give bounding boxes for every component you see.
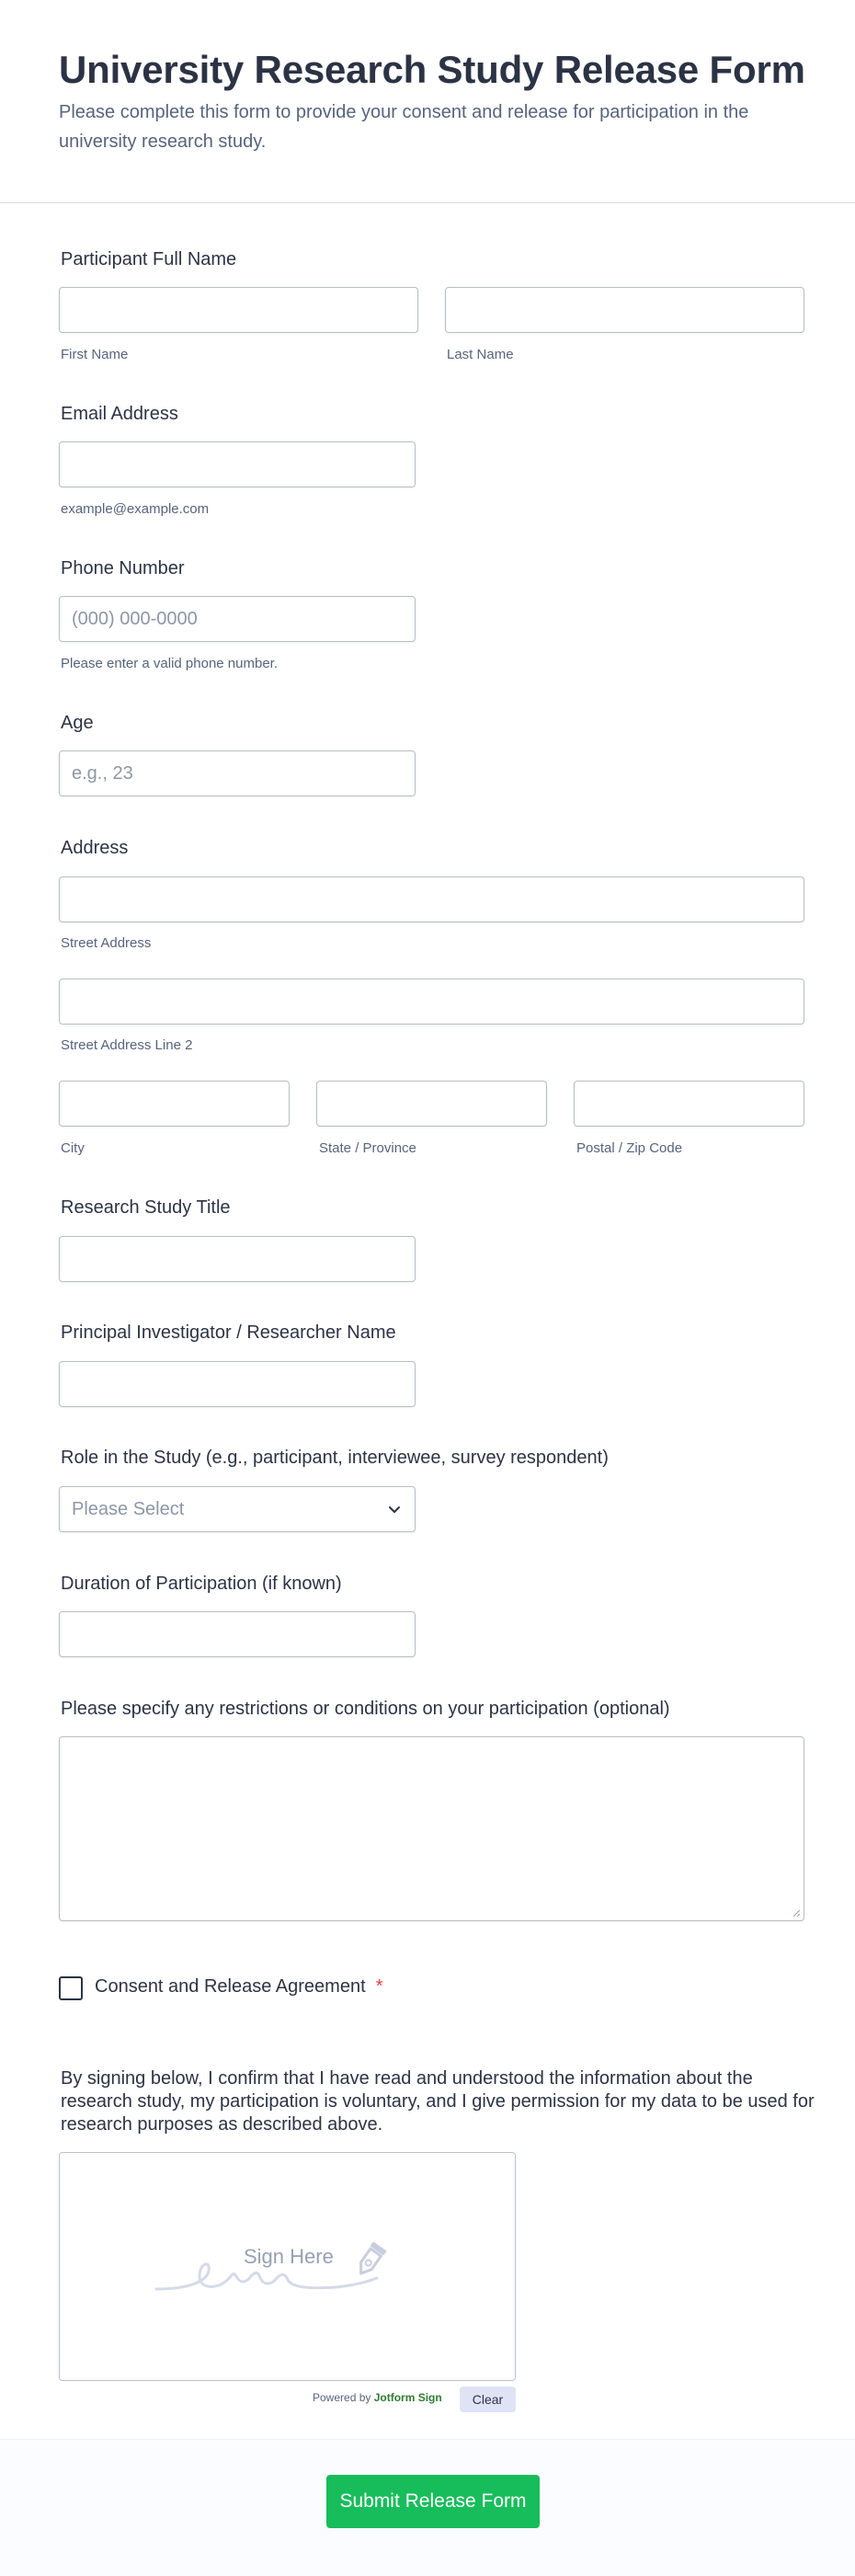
duration-label: Duration of Participation (if known) (61, 1574, 342, 1594)
form-header (0, 0, 855, 203)
required-mark: * (375, 1976, 383, 1997)
state-province-sublabel: State / Province (319, 1140, 416, 1156)
sign-here-text: Sign Here (244, 2245, 334, 2268)
study-title-input[interactable] (59, 1236, 416, 1282)
consent-label-text: Consent and Release Agreement (95, 1976, 366, 1997)
street-address-sublabel: Street Address (61, 935, 152, 951)
last-name-input[interactable] (445, 287, 804, 333)
first-name-input[interactable] (59, 287, 418, 333)
city-sublabel: City (61, 1140, 85, 1156)
age-label: Age (61, 713, 94, 733)
street-address-input[interactable] (59, 876, 804, 922)
role-select[interactable] (59, 1486, 416, 1532)
city-input[interactable] (59, 1081, 290, 1127)
age-input[interactable] (59, 750, 416, 796)
powered-prefix: Powered by (313, 2391, 371, 2404)
submit-button[interactable]: Submit Release Form (326, 2475, 540, 2528)
full-name-label: Participant Full Name (61, 249, 237, 269)
powered-brand[interactable]: Jotform Sign (373, 2391, 442, 2404)
consent-checkbox[interactable] (59, 1976, 83, 2000)
first-name-sublabel: First Name (61, 347, 129, 362)
duration-input[interactable] (59, 1611, 416, 1657)
form-description: Please complete this form to provide your consent and release for participation in the university research study. (59, 102, 749, 152)
clear-signature-button[interactable]: Clear (460, 2387, 516, 2412)
postal-code-sublabel: Postal / Zip Code (576, 1140, 683, 1156)
phone-sublabel: Please enter a valid phone number. (61, 656, 278, 671)
phone-input[interactable] (59, 596, 416, 642)
signature-statement: By signing below, I confirm that I have read and understood the information about the research study, my participation is voluntary, and I give permission for my data to be used for research purposes as described above. (61, 2068, 815, 2135)
role-label: Role in the Study (e.g., participant, interviewee, survey respondent) (61, 1448, 609, 1468)
phone-label: Phone Number (61, 558, 185, 578)
study-title-label: Research Study Title (61, 1197, 231, 1218)
state-province-input[interactable] (316, 1081, 547, 1127)
address-label: Address (61, 838, 129, 858)
form-footer (0, 2439, 855, 2576)
street-address-line2-sublabel: Street Address Line 2 (61, 1037, 193, 1053)
investigator-input[interactable] (59, 1361, 416, 1407)
restrictions-textarea[interactable] (59, 1736, 804, 1921)
last-name-sublabel: Last Name (447, 347, 514, 362)
role-select-value: Please Select (72, 1499, 185, 1519)
signature-pad[interactable] (59, 2152, 516, 2381)
street-address-line2-input[interactable] (59, 979, 804, 1025)
powered-by (313, 2391, 442, 2404)
email-sublabel: example@example.com (61, 501, 210, 517)
investigator-label: Principal Investigator / Researcher Name (61, 1322, 396, 1343)
postal-code-input[interactable] (574, 1081, 804, 1127)
resize-grip-icon[interactable] (790, 1906, 801, 1918)
restrictions-label: Please specify any restrictions or conditions on your participation (optional) (61, 1699, 670, 1719)
email-label: Email Address (61, 404, 178, 424)
consent-label (95, 1976, 383, 1998)
email-input[interactable] (59, 441, 416, 487)
form-title: University Research Study Release Form (59, 48, 805, 91)
chevron-down-icon (385, 1500, 404, 1518)
